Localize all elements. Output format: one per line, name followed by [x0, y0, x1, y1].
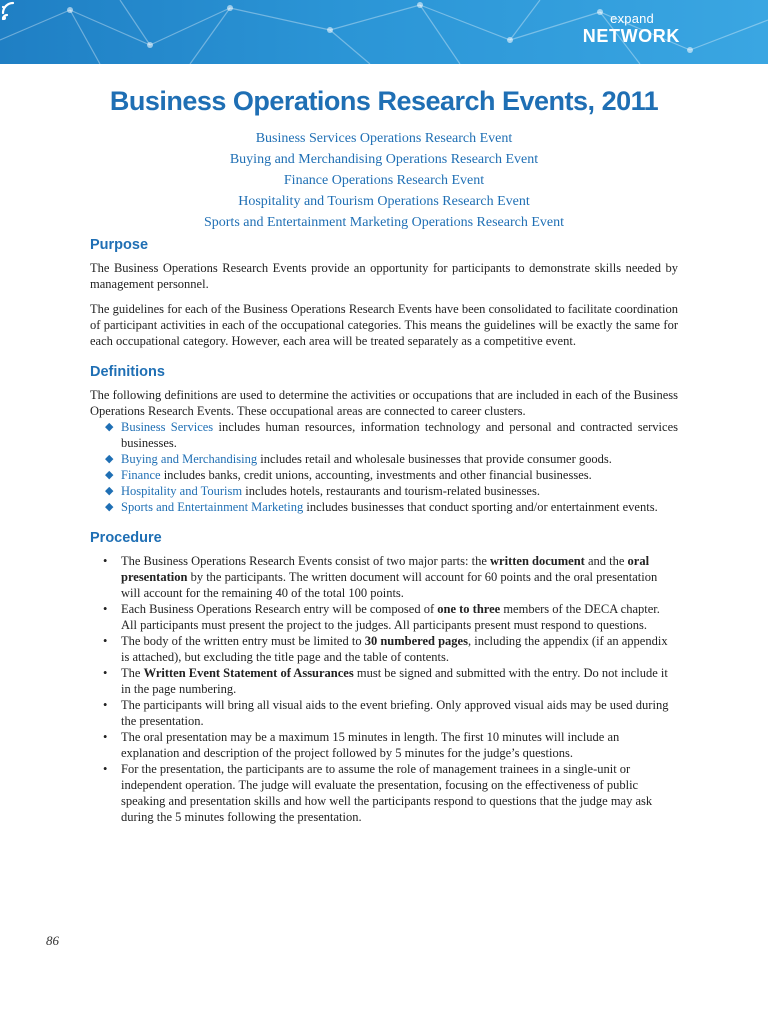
procedure-list [90, 553, 678, 825]
text-run: , including the appendix (if an appendix is attached), but excluding the title page and the table of contents. [121, 634, 668, 664]
definition-text: includes banks, credit unions, accounting, investments and other financial businesses. [160, 468, 592, 482]
event-list [0, 128, 768, 233]
purpose-heading: Purpose [90, 237, 149, 253]
bullet-icon: • [103, 634, 108, 648]
text-run: The body of the written entry must be limited to [121, 634, 365, 648]
bold-run: one to three [437, 602, 501, 616]
page-number: 86 [46, 933, 59, 948]
event-subtitle: Buying and Merchandising Operations Research Event [229, 152, 539, 167]
procedure-item [90, 729, 678, 761]
text-run: members of the DECA chapter. All participants must present the project to the judges. All participants present must respond to questions. [121, 602, 660, 632]
purpose-paragraph: The Business Operations Research Events provide an opportunity for participants to demonstrate skills needed by management personnel. [90, 261, 678, 291]
header-banner [0, 0, 768, 64]
bold-run: Written Event Statement of Assurances [143, 666, 354, 680]
procedure-heading: Procedure [90, 530, 162, 546]
text-run: and the [584, 554, 628, 568]
definitions-heading: Definitions [90, 364, 165, 380]
diamond-bullet-icon: ◆ [105, 469, 114, 481]
procedure-item [90, 601, 678, 633]
definition-item [90, 451, 678, 467]
bullet-icon: • [103, 762, 108, 776]
definition-term: Sports and Entertainment Marketing [121, 500, 304, 514]
bullet-icon: • [103, 602, 108, 616]
procedure-item [90, 553, 678, 601]
event-subtitle: Finance Operations Research Event [283, 173, 485, 188]
diamond-bullet-icon: ◆ [105, 453, 114, 465]
text-run: must be signed and submitted with the entry. Do not include it in the page numbering. [121, 666, 668, 696]
definition-text: includes human resources, information technology and personal and contracted services businesses. [121, 420, 678, 450]
text-run: by the participants. The written document will account for 60 points and the oral presentation will account for the remaining 40 of the total 100 points. [121, 570, 658, 600]
bullet-icon: • [103, 698, 108, 712]
definition-item [90, 467, 678, 483]
logo-expand: expand [610, 11, 654, 26]
definition-term: Buying and Merchandising [121, 452, 258, 466]
diamond-bullet-icon: ◆ [105, 421, 114, 433]
diamond-bullet-icon: ◆ [105, 485, 114, 497]
bold-run: written document [490, 554, 585, 568]
purpose-paragraph: The guidelines for each of the Business Operations Research Events have been consolidated to facilitate coordination of participant activities in each of the occupational categories. This means the guidelines will be exactly the same for each occupational category. However, each area will be treated separately as a competitive event. [90, 302, 678, 348]
event-subtitle: Hospitality and Tourism Operations Research Event [238, 194, 530, 209]
procedure-item [90, 697, 678, 729]
definition-text: includes retail and wholesale businesses that provide consumer goods. [257, 452, 612, 466]
page-title: Business Operations Research Events, 2011 [109, 86, 659, 116]
bold-run: oral presentation [121, 554, 650, 584]
text-run: The [121, 666, 144, 680]
event-subtitle: Sports and Entertainment Marketing Operations Research Event [203, 215, 564, 230]
definitions-intro: The following definitions are used to determine the activities or occupations that are included in each of the Business Operations Research Events. These occupational areas are connected to career clusters. [90, 388, 678, 418]
diamond-bullet-icon: ◆ [105, 501, 114, 513]
definition-term: Finance [121, 468, 161, 482]
definition-text: includes hotels, restaurants and tourism-related businesses. [242, 484, 540, 498]
procedure-item [90, 665, 678, 697]
event-subtitle: Business Services Operations Research Event [255, 131, 513, 146]
text-run: The Business Operations Research Events consist of two major parts: the [121, 554, 491, 568]
bullet-icon: • [103, 730, 108, 744]
text-run: Each Business Operations Research entry will be composed of [121, 602, 438, 616]
definition-item [90, 419, 678, 451]
definition-text: includes businesses that conduct sporting and/or entertainment events. [303, 500, 658, 514]
bold-run: 30 numbered pages [364, 634, 468, 648]
procedure-item [90, 633, 678, 665]
text-run: For the presentation, the participants are to assume the role of management trainees in a single-unit or independent operation. The judge will evaluate the presentation, focusing on the effectiveness of public speaking and presentation skills and how well the participants respond to questions that the judge may ask during the 5 minutes following the presentation. [121, 762, 653, 824]
signal-icon [0, 0, 26, 22]
document-body [90, 236, 678, 825]
expand-network-logo [583, 12, 680, 45]
definition-item [90, 483, 678, 499]
definition-term: Hospitality and Tourism [121, 484, 243, 498]
definitions-list [90, 419, 678, 515]
bullet-icon: • [103, 554, 108, 568]
definition-term: Business Services [121, 420, 214, 434]
procedure-item [90, 761, 678, 825]
definition-item [90, 499, 678, 515]
text-run: The oral presentation may be a maximum 15 minutes in length. The first 10 minutes will include an explanation and description of the project followed by 5 minutes for the judge’s questions. [121, 730, 620, 760]
text-run: The participants will bring all visual aids to the event briefing. Only approved visual aids may be used during the presentation. [121, 698, 669, 728]
logo-network: NETWORK [582, 26, 680, 46]
bullet-icon: • [103, 666, 108, 680]
